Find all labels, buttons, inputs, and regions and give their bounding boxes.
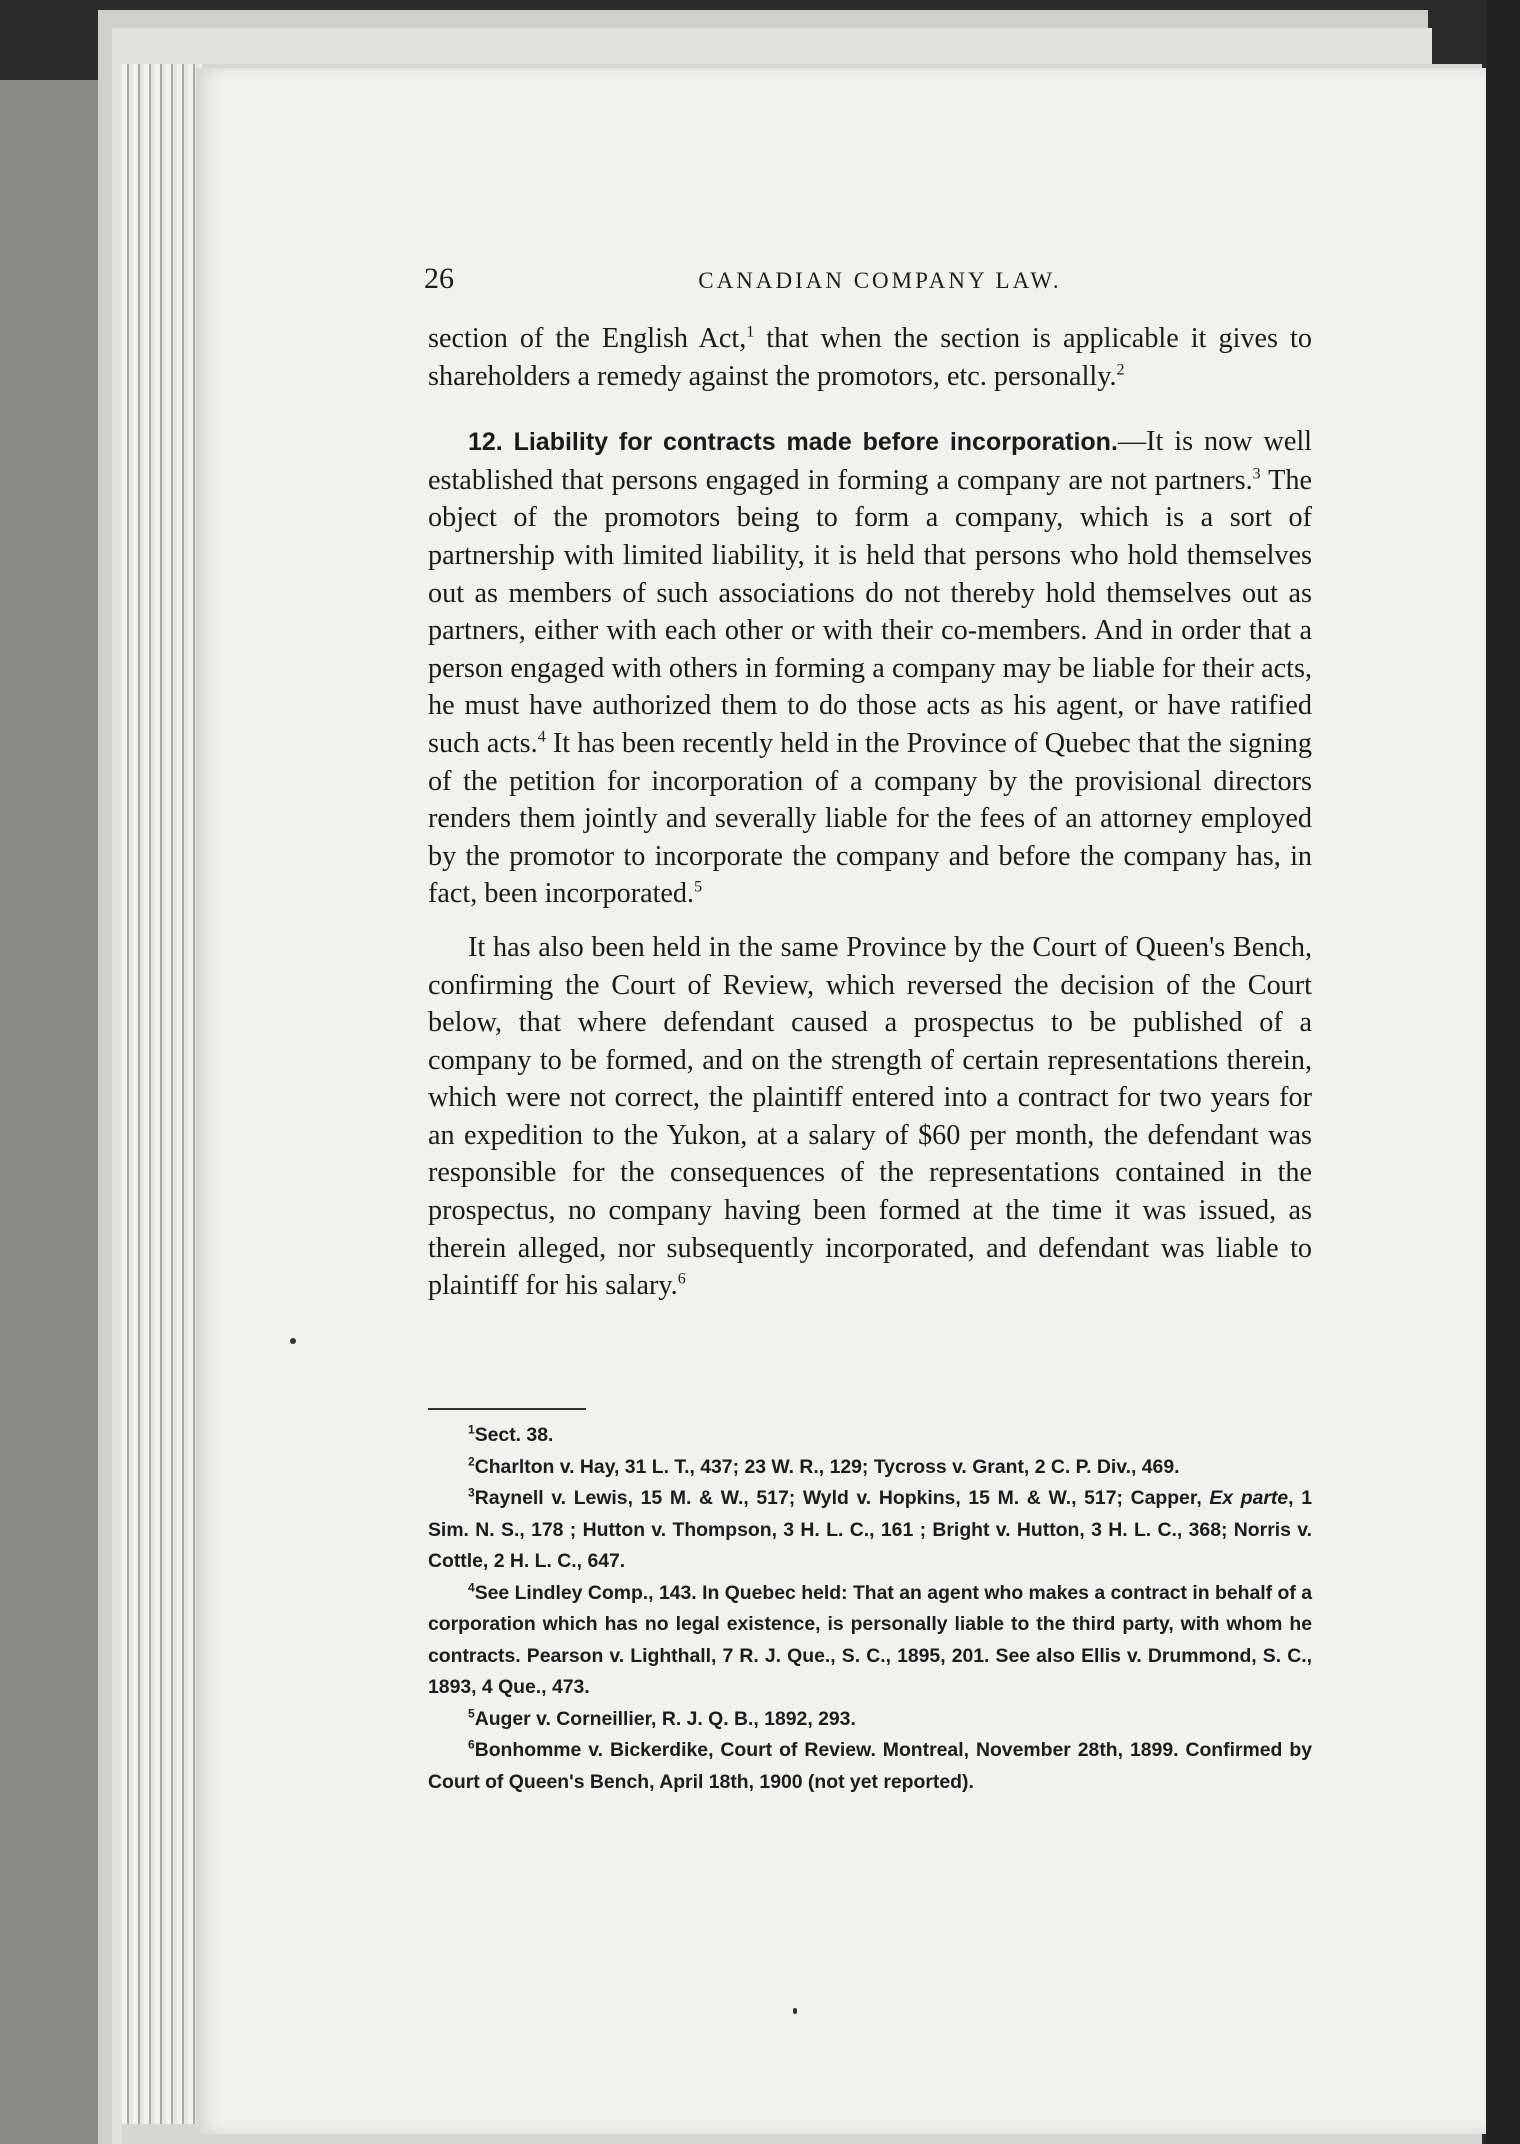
footnote-ref: 3 bbox=[1252, 465, 1261, 483]
page-number: 26 bbox=[424, 262, 454, 295]
footnote: $^1$Sect. 38. bbox=[468, 1422, 554, 1446]
scan-speck bbox=[290, 1338, 296, 1344]
section-heading: 12. Liability for contracts made before incorporation. bbox=[468, 428, 1118, 457]
footnote-rule bbox=[428, 1408, 586, 1410]
footnote-ref: 4 bbox=[537, 728, 546, 746]
paragraph: It has also been held in the same Province by the Court of Queen's Bench, confirming the Court of Review, which reversed the decision of the Court below, that where defendant caused a prospectus to be published of a company to be formed, and on the strength of certain representations therein, which were not correct, the plaintiff entered into a contract for two years for an expedition to the Yukon, at a salary of $60 per month, the defendant was responsible for the consequences of the representations contained in the prospectus, no company having been formed at the time it was issued, as therein alleged, nor subsequently incorporated, and defendant was liable to plaintiff for his salary.$^6$ bbox=[428, 931, 1312, 1302]
footnote: $^2$Charlton v. Hay, 31 L. T., 437; 23 W. R., 129; Tycross v. Grant, 2 C. P. Div., 469. bbox=[468, 1454, 1180, 1478]
footnote-ref: 6 bbox=[677, 1270, 686, 1288]
scan-speck bbox=[793, 2008, 797, 2014]
footnote-ref: 5 bbox=[694, 878, 703, 896]
running-head: CANADIAN COMPANY LAW. bbox=[698, 268, 1062, 293]
page-edges bbox=[122, 64, 202, 2124]
footnote-ref: 1 bbox=[746, 323, 755, 341]
footnote: $^6$Bonhomme v. Bickerdike, Court of Review. Montreal, November 28th, 1899. Confirmed by Court of Queen's Bench, April 18th, 1900 (not yet reported). bbox=[428, 1737, 1312, 1793]
body-text bbox=[428, 320, 1312, 1305]
footnotes bbox=[428, 1420, 1312, 1798]
scan-border bbox=[1486, 0, 1520, 2144]
paragraph: section of the English Act,$^1$ that when the section is applicable it gives to shareholders a remedy against the promotors, etc. personally.$^2$ bbox=[428, 323, 1312, 392]
footnote: $^3$Raynell v. Lewis, 15 M. & W., 517; Wyld v. Hopkins, 15 M. & W., 517; Capper, Ex parte, 1 Sim. N. S., 178 ; Hutton v. Thompson, 3 H. L. C., 161 ; Bright v. Hutton, 3 H. L. C., 368; Norris v. Cottle, 2 H. L. C., 647. bbox=[428, 1485, 1312, 1572]
paragraph: 12. Liability for contracts made before incorporation.—It is now well established that persons engaged in forming a company are not partners.$^3$ The object of the promotors being to form a company, which is a sort of partnership with limited liability, it is held that persons who hold themselves out as members of such associations do not thereby hold themselves out as partners, either with each other or with their co-members. And in order that a person engaged with others in forming a company may be liable for their acts, he must have authorized them to do those acts as his agent, or have ratified such acts.$^4$ It has been recently held in the Province of Quebec that the signing of the petition for incorporation of a company by the provisional directors renders them jointly and severally liable for the fees of an attorney employed by the promotor to incorporate the company and before the company has, in fact, been incorporated.$^5$ bbox=[428, 426, 1312, 910]
footnote-ref: 2 bbox=[1116, 361, 1125, 379]
footnote: $^5$Auger v. Corneillier, R. J. Q. B., 1892, 293. bbox=[468, 1706, 856, 1730]
footnote: $^4$See Lindley Comp., 143. In Quebec held: That an agent who makes a contract in behalf of a corporation which has no legal existence, is personally liable to the third party, with whom he contracts. Pearson v. Lighthall, 7 R. J. Que., S. C., 1895, 201. See also Ellis v. Drummond, S. C., 1893, 4 Que., 473. bbox=[428, 1580, 1312, 1698]
